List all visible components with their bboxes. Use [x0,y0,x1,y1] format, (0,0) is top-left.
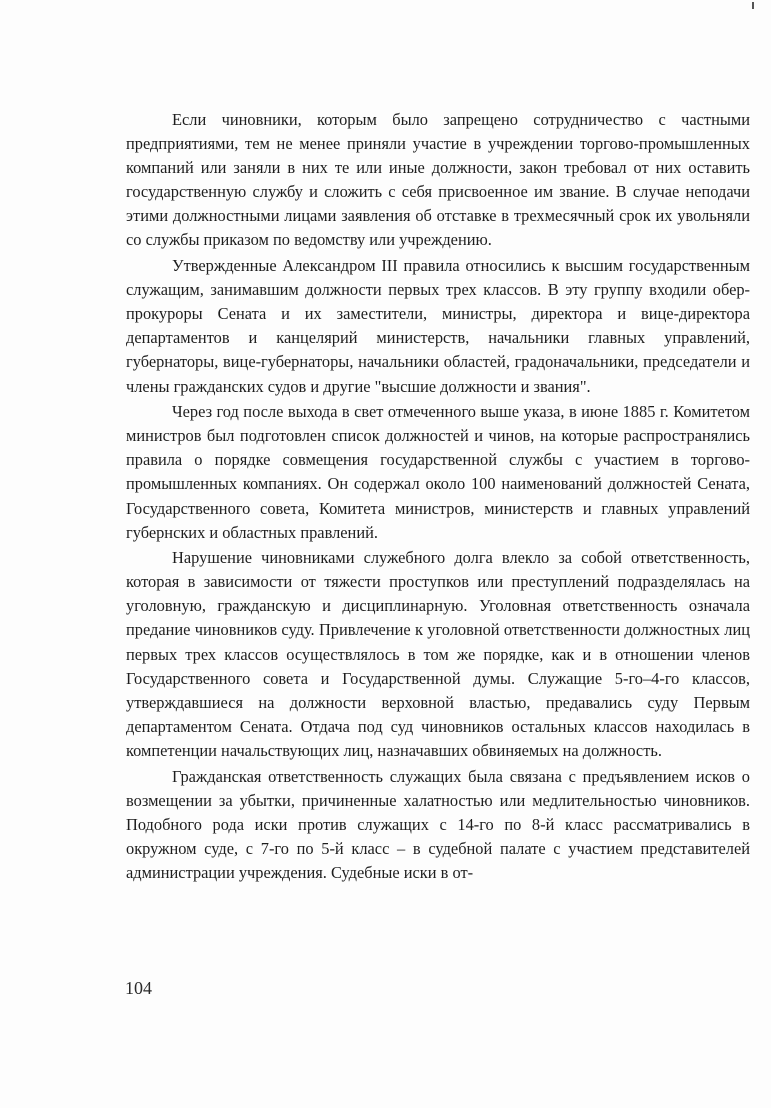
scan-corner-mark [752,2,754,9]
paragraph-1: Если чиновники, которым было запрещено сотрудничество с частными предприятиями, тем не менее приняли участие в учреждении торгово-промышленных компаний или заняли в них те или иные должности, закон требовал от них оставить государственную службу и сложить с себя присвоенное им звание. В случае неподачи этими должностными лицами заявления об отставке в трехмесячный срок их увольняли со службы приказом по ведомству или учреждению. [126,110,750,250]
body-text [126,108,750,887]
paragraph-3: Через год после выхода в свет отмеченного выше указа, в июне 1885 г. Комитетом министров был подготовлен список должностей и чинов, на которые распространялись правила о порядке совмещения государственной службы с участием в торгово-промышленных компаниях. Он содержал около 100 наименований должностей Сената, Государственного совета, Комитета министров, министерств и главных управлений губернских и областных правлений. [126,402,750,542]
paragraph-5: Гражданская ответственность служащих была связана с предъявлением исков о возмещении за убытки, причиненные халатностью или медлительностью чиновников. Подобного рода иски против служащих с 14-го по 8-й класс рассматривались в окружном суде, с 7-го по 5-й класс – в судебной палате с участием представителей администрации учреждения. Судебные иски в от- [126,766,750,882]
page-number: 104 [125,978,152,998]
paragraph-2: Утвержденные Александром III правила относились к высшим государственным служащим, занимавшим должности первых трех классов. В эту группу входили обер-прокуроры Сената и их заместители, министры, директора и вице-директора департаментов и канцелярий министерств, начальники главных управлений, губернаторы, вице-губернаторы, начальники областей, градоначальники, председатели и члены гражданских судов и другие "высшие должности и звания". [126,256,750,396]
paragraph-4: Нарушение чиновниками служебного долга влекло за собой ответственность, которая в зависимости от тяжести проступков или преступлений подразделялась на уголовную, гражданскую и дисциплинарную. Уголовная ответственность означала предание чиновников суду. Привлечение к уголовной ответственности должностных лиц первых трех классов осуществлялось в том же порядке, как и в отношении членов Государственного совета и Государственной думы. Служащие 5-го–4-го классов, утверждавшиеся на должности верховной властью, предавались суду Первым департаментом Сената. Отдача под суд чиновников остальных классов находилась в компетенции начальствующих лиц, назначавших обвиняемых на должность. [126,548,750,760]
